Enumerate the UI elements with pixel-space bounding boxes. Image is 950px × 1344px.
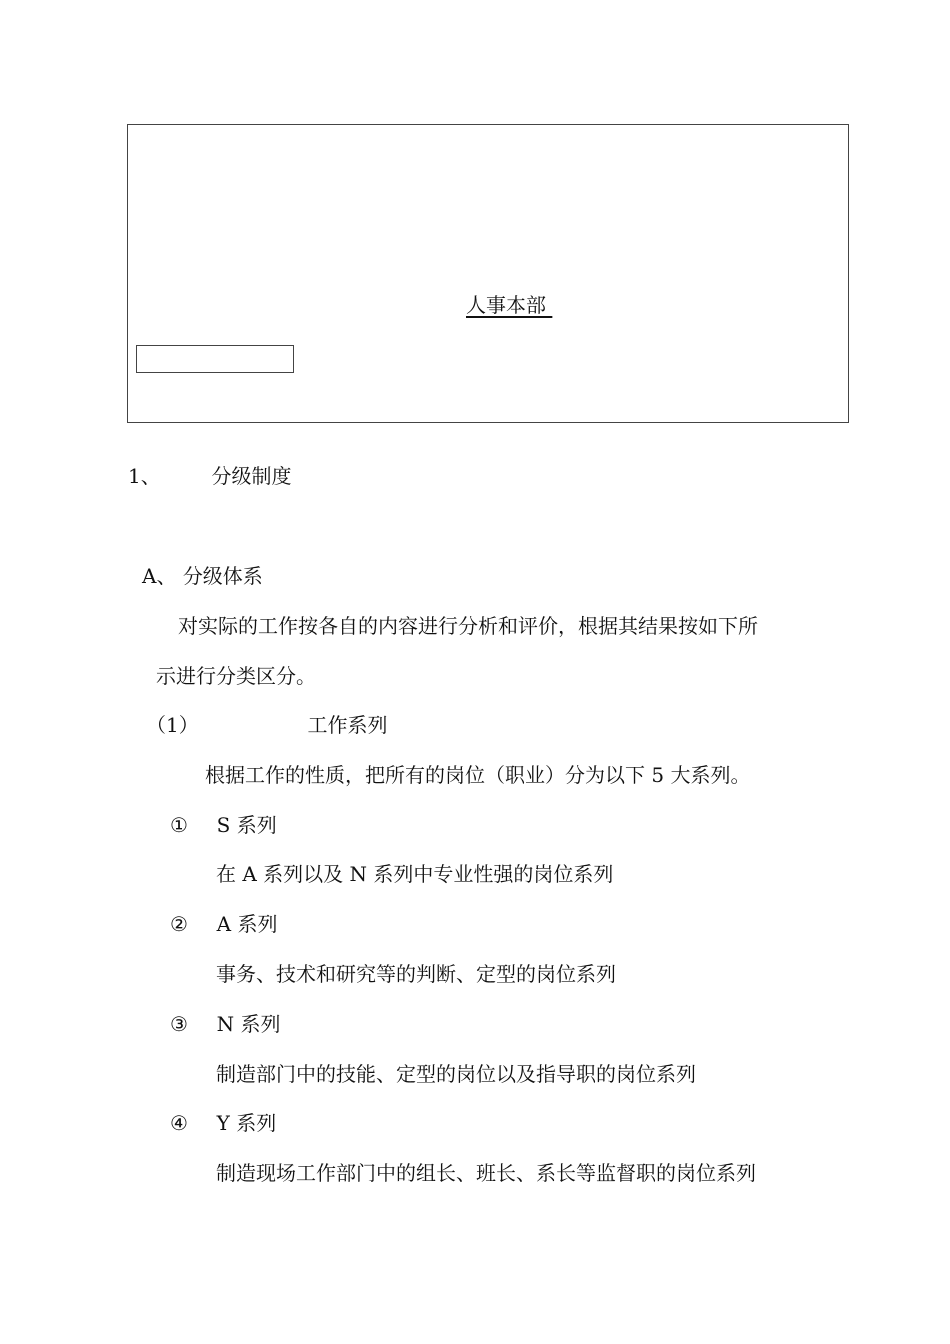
subsection-title: 分级体系 (182, 564, 263, 588)
empty-field-box (136, 345, 294, 373)
series-heading (170, 813, 277, 837)
header-box (127, 124, 849, 423)
series-heading (170, 1111, 276, 1135)
item-description: 根据工作的性质，把所有的岗位（职业）分为以下 5 大系列。 (205, 763, 751, 787)
series-description: 制造部门中的技能、定型的岗位以及指导职的岗位系列 (216, 1062, 696, 1086)
series-marker: ② (170, 912, 188, 936)
section-heading (128, 464, 291, 488)
intro-line-2: 示进行分类区分。 (156, 664, 316, 688)
series-name: Y 系列 (216, 1111, 277, 1135)
series-heading (170, 1012, 281, 1036)
series-name: N 系列 (216, 1012, 281, 1036)
series-description: 制造现场工作部门中的组长、班长、系长等监督职的岗位系列 (216, 1161, 756, 1185)
subsection-heading (142, 564, 263, 588)
series-description: 在 A 系列以及 N 系列中专业性强的岗位系列 (216, 862, 614, 886)
series-marker: ③ (170, 1012, 188, 1036)
series-marker: ① (170, 813, 188, 837)
item-title: 工作系列 (307, 713, 388, 737)
series-marker: ④ (170, 1111, 188, 1135)
subsection-marker: A、 (142, 564, 177, 588)
series-description: 事务、技术和研究等的判断、定型的岗位系列 (216, 962, 616, 986)
series-heading (170, 912, 277, 936)
section-title: 分级制度 (211, 464, 292, 488)
intro-line-1: 对实际的工作按各自的内容进行分析和评价，根据其结果按如下所 (178, 614, 758, 638)
item-marker: （1） (146, 713, 199, 737)
section-number: 1、 (128, 464, 161, 488)
series-name: S 系列 (216, 813, 277, 837)
department-title: 人事本部 (466, 293, 553, 317)
item-heading (146, 713, 387, 737)
series-name: A 系列 (216, 912, 278, 936)
